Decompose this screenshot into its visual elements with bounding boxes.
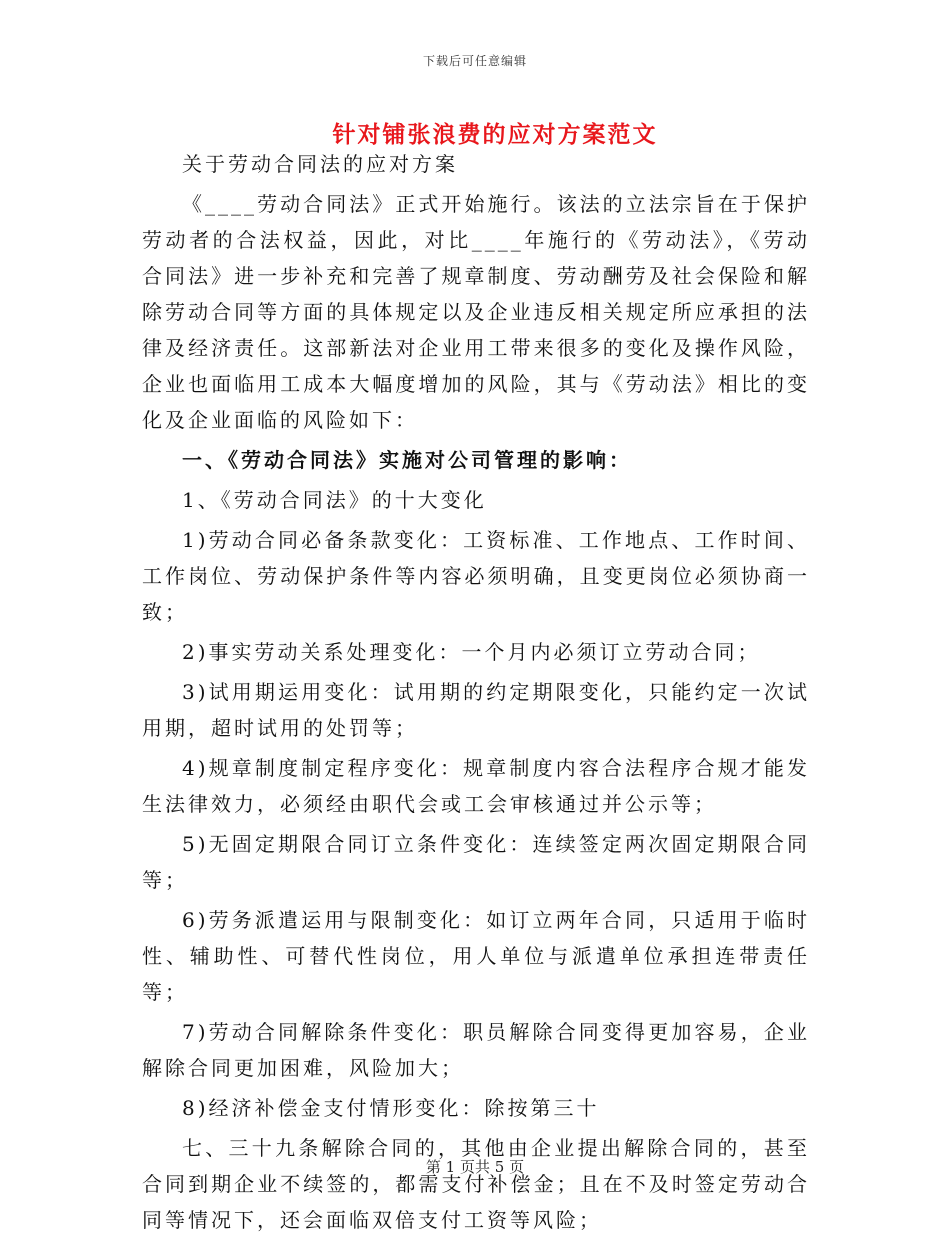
list-item-6: 6)劳务派遣运用与限制变化：如订立两年合同，只适用于临时性、辅助性、可替代性岗位，用人单位与派遣单位承担连带责任等； <box>142 908 810 1004</box>
paragraph-intro: 《____劳动合同法》正式开始施行。该法的立法宗旨在于保护劳动者的合法权益，因此，对比____年施行的《劳动法》，《劳动合同法》进一步补充和完善了规章制度、劳动酬劳及社会保险和解除劳动合同等方面的具体规定以及企业违反相关规定所应承担的法律及经济责任。这部新法对企业用工带来很多的变化及操作风险，企业也面临用工成本大幅度增加的风险，其与《劳动法》相比的变化及企业面临的风险如下： <box>142 192 810 432</box>
section-heading-impact: 一、《劳动合同法》实施对公司管理的影响： <box>182 448 632 472</box>
page-number: 第 1 页共 5 页 <box>425 1158 525 1176</box>
list-item-8: 8)经济补偿金支付情形变化：除按第三十 <box>182 1096 600 1120</box>
document-title: 针对铺张浪费的应对方案范文 <box>332 121 658 148</box>
list-item-5: 5)无固定期限合同订立条件变化：连续签定两次固定期限合同等； <box>142 832 810 892</box>
section-heading-intro: 关于劳动合同法的应对方案 <box>182 152 458 176</box>
list-item-2: 2)事实劳动关系处理变化：一个月内必须订立劳动合同； <box>182 640 761 664</box>
document-body <box>142 146 810 1238</box>
list-item-7: 7)劳动合同解除条件变化：职员解除合同变得更加容易，企业解除合同更加困难，风险加大； <box>142 1020 810 1080</box>
list-item-3: 3)试用期运用变化：试用期的约定期限变化，只能约定一次试用期，超时试用的处罚等； <box>142 680 810 740</box>
list-item-4: 4)规章制度制定程序变化：规章制度内容合法程序合规才能发生法律效力，必须经由职代会或工会审核通过并公示等； <box>142 756 810 816</box>
list-item-1: 1)劳动合同必备条款变化：工资标准、工作地点、工作时间、工作岗位、劳动保护条件等内容必须明确，且变更岗位必须协商一致； <box>142 528 810 624</box>
subsection-heading-changes: 1、《劳动合同法》的十大变化 <box>182 488 487 512</box>
paragraph-continuation: 七、三十九条解除合同的，其他由企业提出解除合同的，甚至合同到期企业不续签的，都需支付补偿金；且在不及时签定劳动合同等情况下，还会面临双倍支付工资等风险； <box>142 1136 810 1232</box>
page-header: 下载后可任意编辑 <box>422 54 527 68</box>
